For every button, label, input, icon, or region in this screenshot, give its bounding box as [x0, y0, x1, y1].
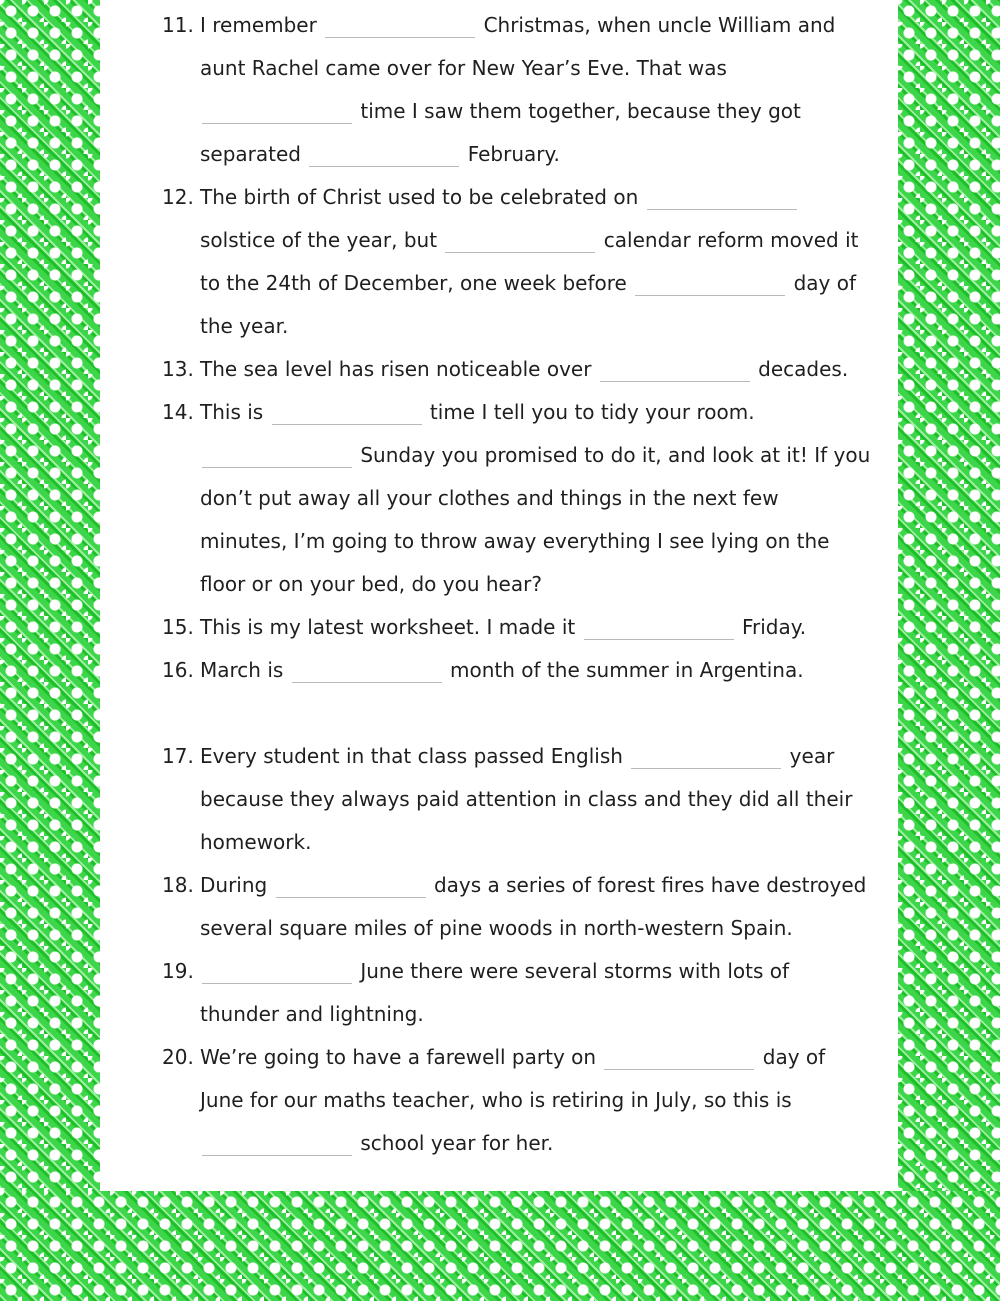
- question-number: 19.: [162, 959, 194, 983]
- question-number: 13.: [162, 357, 194, 381]
- question-number: 14.: [162, 400, 194, 424]
- answer-blank[interactable]: [445, 232, 595, 253]
- question-text-line: [200, 176, 898, 219]
- question-text: The sea level has risen noticeable over: [200, 357, 592, 381]
- question-number: 12.: [162, 185, 194, 209]
- question-text: aunt Rachel came over for New Year’s Eve. That was: [200, 56, 727, 80]
- decorative-border-bottom: [0, 1191, 1000, 1301]
- question-text-line: [200, 219, 898, 262]
- question-text: Friday.: [741, 615, 807, 639]
- question-text: days a series of forest fires have destroyed: [433, 873, 867, 897]
- answer-blank[interactable]: [202, 1135, 352, 1156]
- answer-blank[interactable]: [276, 877, 426, 898]
- question-text-line: [200, 90, 898, 133]
- answer-blank[interactable]: [292, 662, 442, 683]
- question-text: We’re going to have a farewell party on: [200, 1045, 597, 1069]
- question-text: Sunday you promised to do it, and look at it! If you: [360, 443, 871, 467]
- question-item: [162, 4, 898, 176]
- question-number: 16.: [162, 658, 194, 682]
- question-text-line: [200, 993, 898, 1036]
- question-text: Every student in that class passed English: [200, 744, 623, 768]
- question-text: The birth of Christ used to be celebrated on: [200, 185, 639, 209]
- question-text-line: [200, 563, 898, 606]
- question-text-line: [200, 520, 898, 563]
- question-text-line: [200, 950, 898, 993]
- question-text: time I tell you to tidy your room.: [429, 400, 755, 424]
- question-text: minutes, I’m going to throw away everything I see lying on the: [200, 529, 830, 553]
- question-text: day of: [793, 271, 856, 295]
- question-text: I remember: [200, 13, 317, 37]
- answer-blank[interactable]: [584, 619, 734, 640]
- question-text: June for our maths teacher, who is retiring in July, so this is: [200, 1088, 792, 1112]
- answer-blank[interactable]: [202, 447, 352, 468]
- question-item: [162, 864, 898, 950]
- question-item: [162, 391, 898, 606]
- answer-blank[interactable]: [202, 963, 352, 984]
- question-text-line: [200, 434, 898, 477]
- question-text: This is: [200, 400, 264, 424]
- question-list: [162, 4, 898, 1165]
- question-text-line: [200, 1122, 898, 1165]
- question-number: 17.: [162, 744, 194, 768]
- question-item: [162, 606, 898, 649]
- answer-blank[interactable]: [604, 1049, 754, 1070]
- question-text: month of the summer in Argentina.: [450, 658, 804, 682]
- answer-blank[interactable]: [647, 189, 797, 210]
- answer-blank[interactable]: [600, 361, 750, 382]
- question-text: During: [200, 873, 268, 897]
- question-text-line: [200, 778, 898, 821]
- question-text-line: [200, 1079, 898, 1122]
- question-item: [162, 1036, 898, 1165]
- question-number: 20.: [162, 1045, 194, 1069]
- worksheet-page: [100, 0, 898, 1191]
- question-text-line: [200, 391, 898, 434]
- answer-blank[interactable]: [202, 103, 352, 124]
- question-text: thunder and lightning.: [200, 1002, 424, 1026]
- question-text: June there were several storms with lots of: [360, 959, 790, 983]
- question-text: decades.: [758, 357, 849, 381]
- question-item: [162, 176, 898, 348]
- question-number: 18.: [162, 873, 194, 897]
- question-text-line: [200, 262, 898, 305]
- question-item: [162, 950, 898, 1036]
- answer-blank[interactable]: [631, 748, 781, 769]
- question-text: the year.: [200, 314, 289, 338]
- question-text-line: [200, 735, 898, 778]
- question-text: This is my latest worksheet. I made it: [200, 615, 576, 639]
- question-text: March is: [200, 658, 284, 682]
- question-text: floor or on your bed, do you hear?: [200, 572, 542, 596]
- question-text: calendar reform moved it: [603, 228, 859, 252]
- question-item: [162, 649, 898, 692]
- question-item: [162, 348, 898, 391]
- question-item: [162, 735, 898, 864]
- question-text: solstice of the year, but: [200, 228, 438, 252]
- question-text: year: [789, 744, 835, 768]
- question-text: several square miles of pine woods in north-western Spain.: [200, 916, 793, 940]
- question-text-line: [200, 4, 898, 47]
- decorative-border-right: [898, 0, 1000, 1301]
- question-text: time I saw them together, because they got: [360, 99, 801, 123]
- answer-blank[interactable]: [309, 146, 459, 167]
- question-text-line: [200, 821, 898, 864]
- question-text-line: [200, 133, 898, 176]
- question-number: 15.: [162, 615, 194, 639]
- question-text: don’t put away all your clothes and things in the next few: [200, 486, 779, 510]
- question-text: Christmas, when uncle William and: [483, 13, 836, 37]
- question-text: because they always paid attention in class and they did all their: [200, 787, 853, 811]
- question-text: to the 24th of December, one week before: [200, 271, 627, 295]
- question-text-line: [200, 606, 898, 649]
- question-text-line: [200, 348, 898, 391]
- answer-blank[interactable]: [635, 275, 785, 296]
- question-text: homework.: [200, 830, 312, 854]
- decorative-border-left: [0, 0, 100, 1301]
- question-text: school year for her.: [360, 1131, 554, 1155]
- question-text: February.: [467, 142, 560, 166]
- question-text-line: [200, 47, 898, 90]
- question-text-line: [200, 1036, 898, 1079]
- question-text-line: [200, 477, 898, 520]
- question-text: day of: [762, 1045, 826, 1069]
- question-text-line: [200, 649, 898, 692]
- question-number: 11.: [162, 13, 194, 37]
- question-text-line: [200, 305, 898, 348]
- question-text: separated: [200, 142, 301, 166]
- question-text-line: [200, 864, 898, 907]
- answer-blank[interactable]: [325, 17, 475, 38]
- answer-blank[interactable]: [272, 404, 422, 425]
- question-text-line: [200, 907, 898, 950]
